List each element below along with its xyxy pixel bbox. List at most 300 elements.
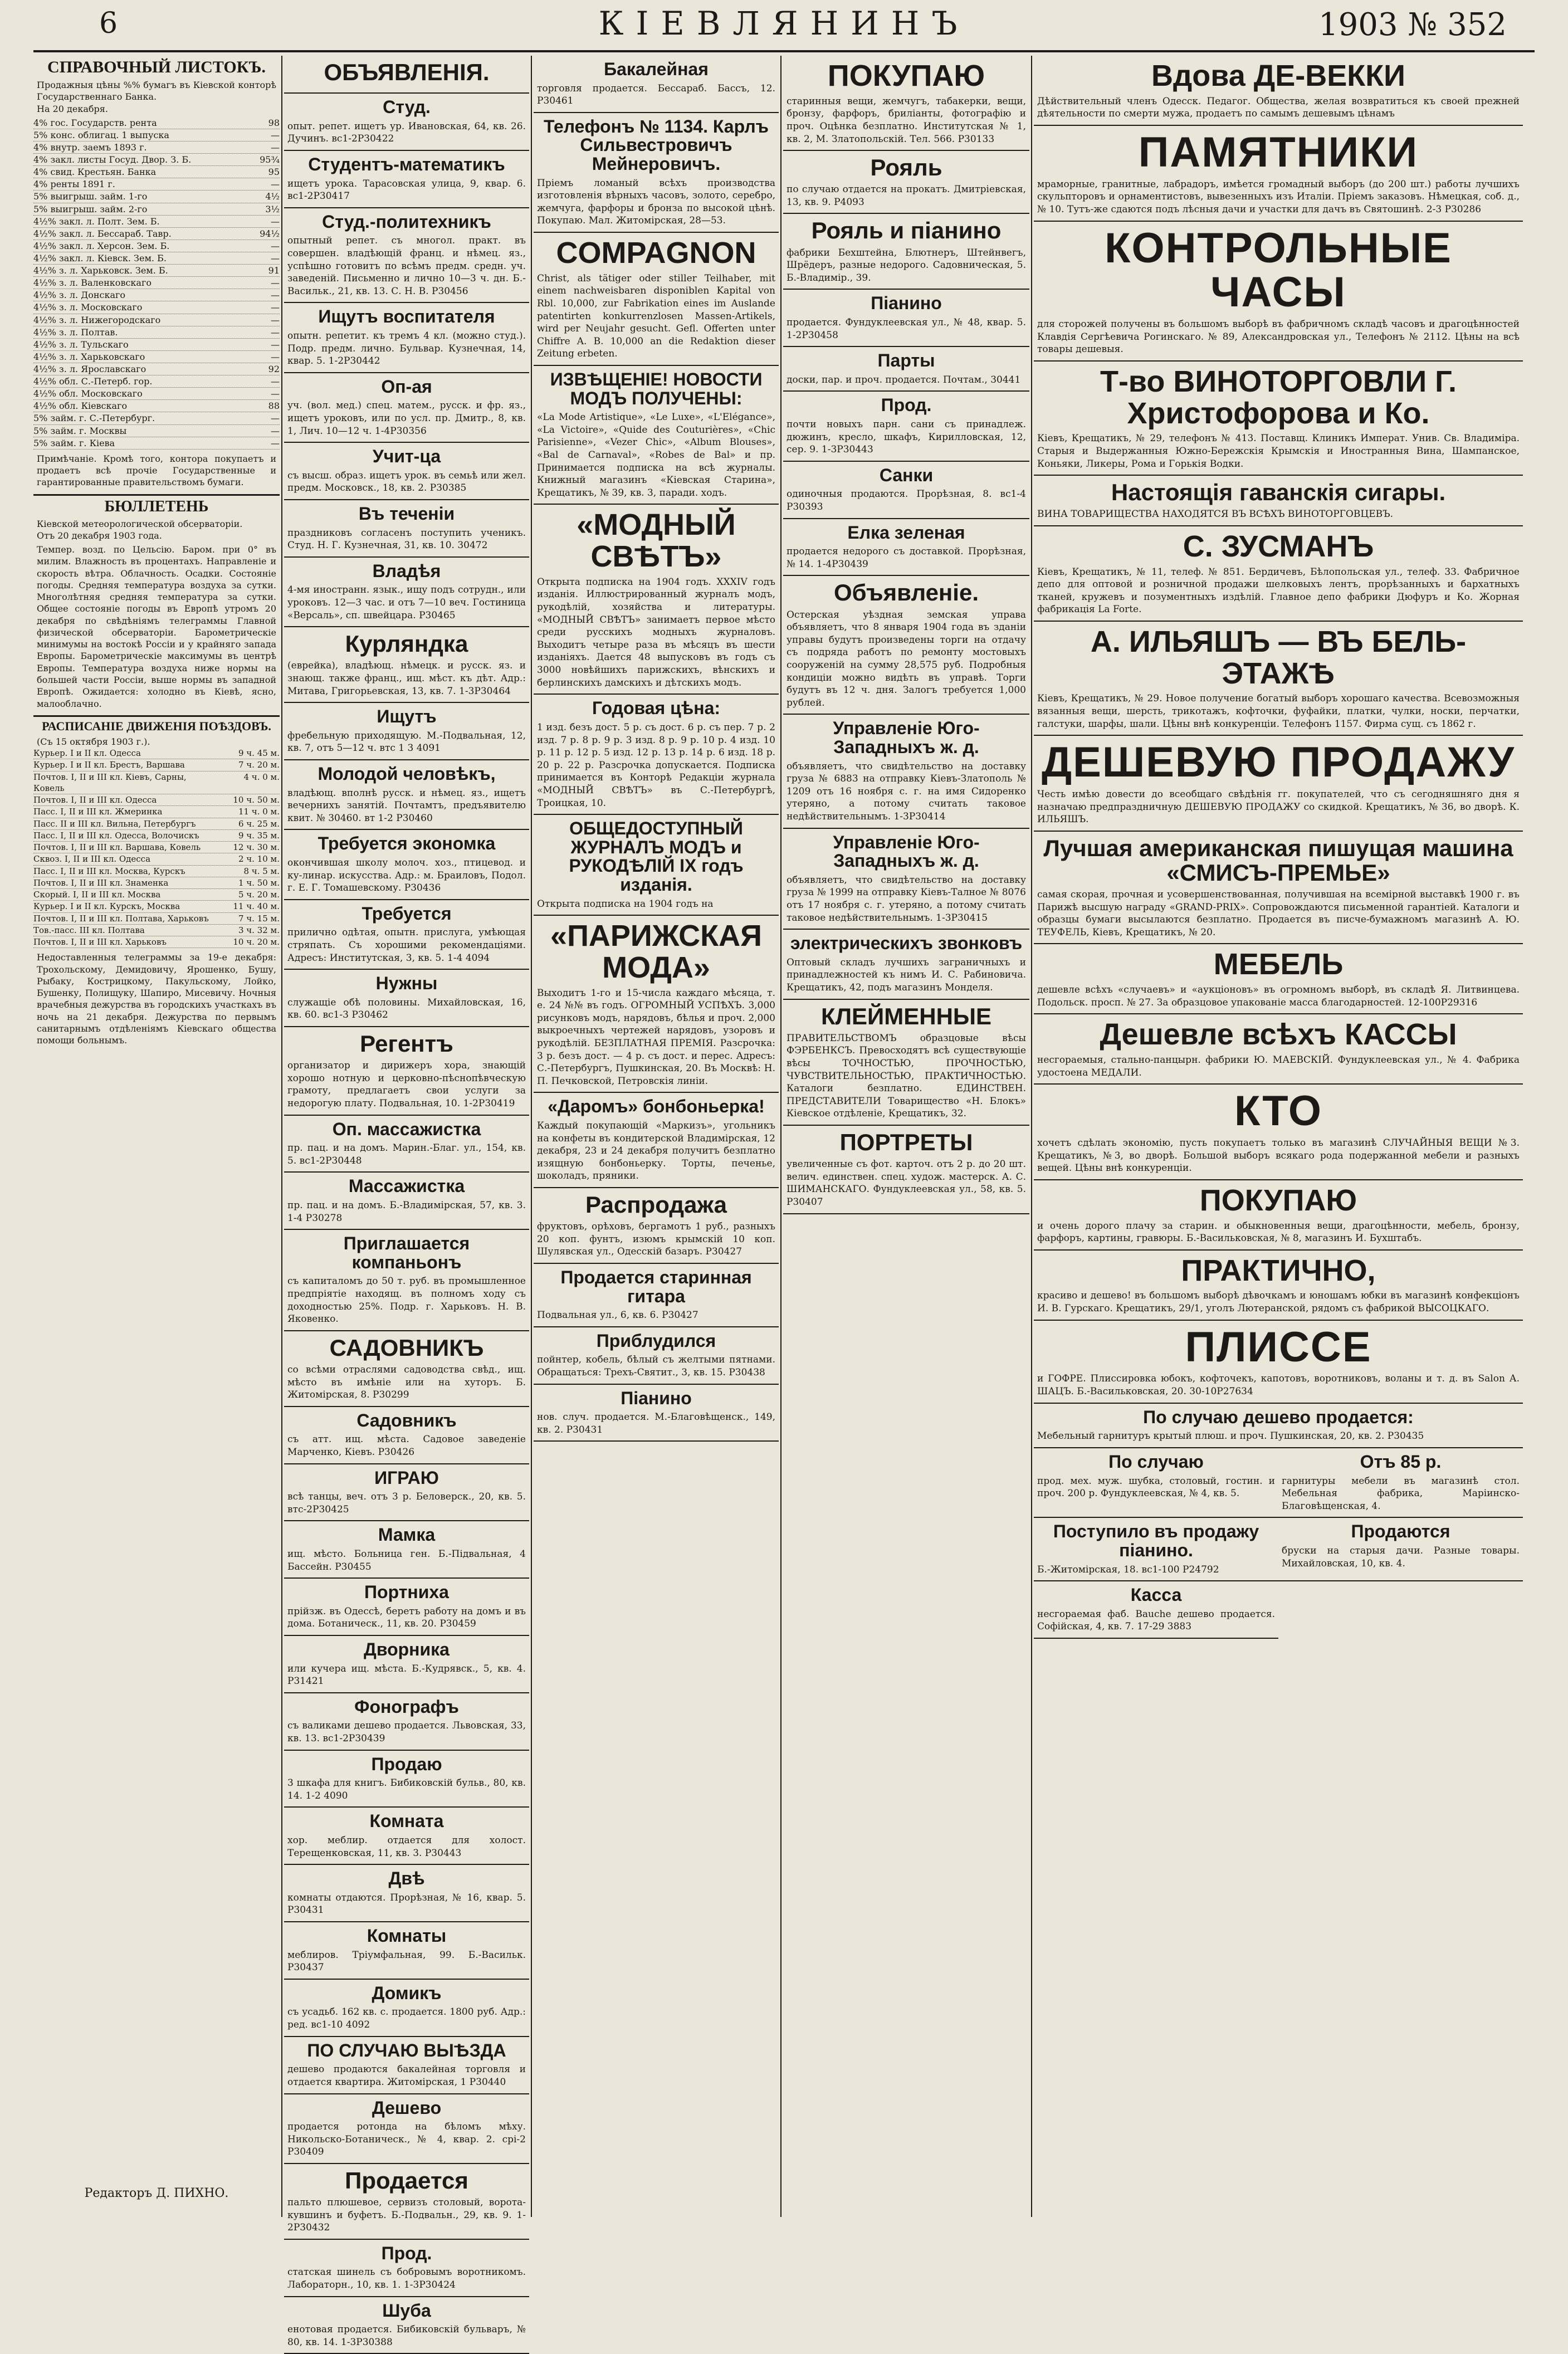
- trains-note: Недоставленныя телеграммы за 19-е декабря: Трохольскому, Демидовичу, Ярошенко, Бушу, Рыбаку, Кострицкому, Пакульскому, Лойко, Бушенку, Полищуку, Шапиро, Мисевичу. Ночныя врачебныя дежурства въ городскихъ участкахъ въ ночь на 21 декабря. Дежурства по первымъ санитарнымъ отдѣленіямъ Кіевскаго общества помощи больнымъ.: [37, 952, 276, 1046]
- rate-value: —: [271, 253, 280, 263]
- ad-body: съ высш. образ. ищетъ урок. въ семьѣ или жел. предм. Московск., 18, кв. 2. Р30385: [287, 470, 526, 494]
- ad-body: съ валиками дешево продается. Львовская, 33, кв. 13. вс1-2Р30439: [287, 1720, 526, 1745]
- ad-heading: Курляндка: [345, 631, 468, 657]
- ad-heading: ОБЪЯВЛЕНІЯ.: [324, 59, 490, 85]
- rate-name: 5% займ. г. Кіева: [33, 437, 115, 448]
- classified-ad: [534, 113, 779, 233]
- ad-body: Открыта подписка на 1904 годъ. XXXIV годъ изданія. Иллюстрированный журналъ модъ, рукодѣлій, хозяйства и литературы. «МОДНЫЙ СВѢТЪ» занимаетъ первое мѣсто среди русскихъ модныхъ журналовъ. Выходитъ четыре раза въ мѣсяцъ въ шести изданіяхъ. Дается 48 выпусковъ въ годъ съ 3000 новѣйшихъ парижскихъ, вѣнскихъ и берлинскихъ дамскихъ и дѣтскихъ модъ.: [537, 576, 775, 688]
- ad-heading: Управленіе Юго-Западныхъ ж. д.: [833, 718, 980, 757]
- rate-value: —: [271, 413, 280, 424]
- rate-name: 5% займ. г. С.-Петербург.: [33, 413, 155, 424]
- classified-ad: [284, 627, 529, 703]
- ad-body: прійзж. въ Одессѣ, беретъ работу на домъ и въ дома. Ботаническ., 11, кв. 20. Р30459: [287, 1605, 526, 1630]
- ad-body: Кіевъ, Крещатикъ, № 11, телеф. № 851. Бердичевъ, Бѣлопольская ул., телеф. 33. Фабричное депо для оптовой и розничной продажи шелковыхъ лентъ, прорѣзанныхъ и бархатныхъ тканей, кружевъ и позументныхъ издѣлій. Главное депо фабрики Дюфуръ и Ко. Жорная фабрикація La Forte.: [1037, 566, 1520, 616]
- train-time: 10 ч. 20 м.: [233, 937, 280, 948]
- ad-heading: Въ теченіи: [358, 504, 455, 524]
- rate-row: [33, 216, 280, 228]
- classified-ad: [284, 208, 529, 304]
- ad-body: статская шинель съ бобровымъ воротникомъ. Лабораторн., 10, кв. 1. 1-3Р30424: [287, 2267, 526, 2291]
- ad-heading: Т-во ВИНОТОРГОВЛИ Г. Христофорова и Ко.: [1100, 364, 1457, 430]
- train-time: 5 ч. 20 м.: [238, 890, 280, 900]
- ad-body: самая скорая, прочная и усовершенствованная, получившая на всемірной выставкѣ 1900 г. въ Парижѣ высшую награду «GRAND-PRIX». Сопровождаются письменной гарантіей. Каталоги и образцы бумаги высылаются безплатно. Продается въ писче-бумажномъ магазинѣ А. Ю. ТЕУФЕЛЬ, Кіевъ, Крещатикъ, № 20.: [1037, 889, 1520, 938]
- train-route: Почтов. I, II и III кл. Кіевъ, Сарны, Ковель: [33, 771, 187, 793]
- train-route: Почтов. I, II и III кл. Полтава, Харьковъ: [33, 913, 209, 924]
- ad-body: Каждый покупающій «Маркизъ», угольникъ на конфеты въ кондитерской Владимірская, 12 декабря, 23 и 24 декабря получитъ безплатно изящную бонбоньерку. Торты, печенье, шоколадъ, пряники.: [537, 1120, 775, 1182]
- rate-row: [33, 400, 280, 412]
- ad-body: окончившая школу молоч. хоз., птицевод. и ку-линар. искусства. Адр.: м. Браиловъ, Подол. г. Е. Г. Томашевскому. Р30436: [287, 857, 526, 894]
- classified-ad: [284, 1980, 529, 2037]
- classified-ad: [284, 1636, 529, 1693]
- classified-ad: [284, 558, 529, 627]
- train-row: [33, 913, 280, 925]
- ad-heading: Массажистка: [348, 1176, 465, 1196]
- classified-ad: [284, 151, 529, 208]
- rate-row: [33, 363, 280, 375]
- ad-heading: Шуба: [382, 2300, 431, 2321]
- rate-row: [33, 265, 280, 277]
- rate-row: [33, 154, 280, 166]
- rate-value: —: [271, 142, 280, 153]
- train-route: Пасс. I, II и III кл. Одесса, Волочискъ: [33, 830, 199, 841]
- rate-value: 4½: [265, 191, 280, 202]
- ad-heading: Годовая цѣна:: [592, 698, 721, 719]
- ad-body: фребельную приходящую. М.-Подвальная, 12, кв. 7, отъ 5—12 ч. втс 1 3 4091: [287, 730, 526, 754]
- train-time: 12 ч. 30 м.: [233, 842, 280, 853]
- classified-ad: [534, 233, 779, 366]
- reference-subtitle: Продажныя цѣны %% бумагъ въ Кіевской конторѣ Государственнаго Банка.: [37, 80, 276, 102]
- rate-value: —: [271, 179, 280, 190]
- ad-body: прод. мех. муж. шубка, столовый, гостин. и проч. 200 р. Фундуклеевская, № 4, кв. 5.: [1037, 1475, 1275, 1500]
- train-row: [33, 925, 280, 936]
- ad-heading: Студ.-политехникъ: [322, 211, 491, 232]
- ad-heading: Двѣ: [388, 1868, 425, 1889]
- rate-row: [33, 203, 280, 216]
- rate-row: [33, 301, 280, 314]
- rate-name: 5% конс. облигац. 1 выпуска: [33, 129, 169, 140]
- classified-ad: [1034, 1085, 1523, 1180]
- column-rule: [281, 56, 282, 2217]
- rate-row: [33, 314, 280, 326]
- classified-ad: [783, 715, 1029, 828]
- page-number: 6: [99, 7, 118, 40]
- ad-body: объявляетъ, что свидѣтельство на доставку груза № 1999 на отправку Кіевъ-Талное № 8076 отъ 17 ноября с. г. утеряно, а потому считать таковое недѣйствительнымъ. 1-3Р30415: [787, 874, 1026, 924]
- classified-ad: [284, 2094, 529, 2164]
- reference-date: На 20 декабря.: [37, 103, 108, 114]
- classified-ad: [534, 815, 779, 916]
- classified-ad: [534, 1385, 779, 1442]
- ad-heading: Мамка: [378, 1525, 436, 1545]
- ad-body: Кіевъ, Крещатикъ, № 29, телефонъ № 413. Поставщ. Клиникъ Императ. Унив. Св. Владиміра. Старыя и Выдержанныя Южно-Бережскія Крымскія и Иностранныя Вина, Шампанское, Коньяки, Ликеры, Рома и Горькія Водки.: [1037, 433, 1520, 470]
- classified-ad: [783, 290, 1029, 347]
- classified-ad: [284, 830, 529, 900]
- column-ads-5-main: [1034, 56, 1523, 1639]
- ad-body: ищ. мѣсто. Больница ген. Б.-Підвальная, 4 Бассейн. Р30455: [287, 1548, 526, 1572]
- rate-value: 95: [268, 167, 280, 178]
- ad-body: фруктовъ, орѣховъ, бергамотъ 1 руб., разныхъ 20 коп. фунтъ, изюмъ крымскій 10 коп. Шулявская ул., Одесскій базаръ. Р30427: [537, 1221, 775, 1258]
- ad-heading: Касса: [1130, 1585, 1182, 1605]
- ad-heading: Рояль и піанино: [811, 217, 1002, 244]
- classified-ad: [284, 1027, 529, 1116]
- ad-body: бруски на старыя дачи. Разные товары. Михайловская, 10, кв. 4.: [1282, 1545, 1520, 1569]
- ad-heading: Требуется: [362, 903, 452, 924]
- column-ads-2: [284, 56, 529, 2348]
- rate-value: —: [271, 290, 280, 301]
- classified-ad: [1034, 1251, 1523, 1321]
- classified-ad: [284, 1407, 529, 1464]
- ad-body: дешевле всѣхъ «случаевъ» и «аукціоновъ» въ огромномъ выборѣ, въ складѣ Я. Литвинцева. Подольск. просп. № 27. За образцовое упакованіе масса благодарностей. 12-100Р29316: [1037, 984, 1520, 1008]
- train-route: Курьер. I и II кл. Брестъ, Варшава: [33, 760, 185, 770]
- ad-body: пальто плюшевое, сервизъ столовый, ворота-кувшинъ и буфетъ. Б.-Подвальн., 29, кв. 9. 1-2Р30432: [287, 2197, 526, 2234]
- rate-row: [33, 191, 280, 203]
- rate-name: 4½% закл. л. Бессараб. Тавр.: [33, 228, 172, 239]
- ad-heading: Елка зеленая: [847, 522, 965, 543]
- ad-heading: ОБЩЕДОСТУПНЫЙ ЖУРНАЛЪ МОДЪ и РУКОДѢЛІЙ IX годъ изданія.: [569, 818, 744, 895]
- rates-note: Примѣчаніе. Кромѣ того, контора покупаетъ и продаетъ всѣ прочіе Государственные и гарантированные правительствомъ бумаги.: [37, 453, 276, 488]
- column-rule: [780, 56, 781, 2217]
- train-row: [33, 866, 280, 877]
- ad-heading: Дешево: [372, 2097, 442, 2118]
- ad-heading: Приблудился: [596, 1330, 716, 1351]
- ad-body: Открыта подписка на 1904 годъ на: [537, 898, 714, 910]
- rate-name: 4% внутр. заемъ 1893 г.: [33, 142, 147, 153]
- ad-heading: Портниха: [364, 1582, 449, 1603]
- ad-body: 1 изд. безъ дост. 5 р. съ дост. 6 р. съ пер. 7 р. 2 изд. 7 р. 8 р. 9 р. 3 изд. 8 р. 9 р. 10 р. 4 изд. 10 р. 11 р. 12 р. 5 изд. 12 р. 13 р. 14 р. 6 изд. 18 р. 20 р. 22 р. Разсрочка допускается. Подписка принимается въ Конторѣ Редакціи журнала «МОДНЫЙ СВѢТЪ» въ С.-Петербургѣ, Троицкая, 10.: [537, 721, 775, 809]
- ad-heading: COMPAGNON: [556, 236, 756, 270]
- rate-row: [33, 437, 280, 450]
- weather-title: БЮЛЛЕТЕНЬ: [104, 497, 209, 515]
- classified-ad: [1034, 736, 1523, 832]
- classified-ad: [1034, 126, 1523, 222]
- ad-heading: Поступило въ продажу піанино.: [1053, 1521, 1259, 1560]
- rate-value: 94½: [260, 228, 280, 239]
- ad-body: Оптовый складъ лучшихъ заграничныхъ и принадлежностей къ нимъ И. С. Рабиновича. Крещатикъ, 42, подъ магазинъ Монделя.: [787, 956, 1026, 994]
- ad-heading: ИЗВѢЩЕНІЕ! НОВОСТИ МОДЪ ПОЛУЧЕНЫ:: [550, 369, 763, 408]
- rate-name: 4½% обл. С.-Петерб. гор.: [33, 376, 153, 387]
- classified-ad: [534, 56, 779, 113]
- ad-heading: «ПАРИЖСКАЯ МОДА»: [550, 919, 762, 984]
- ad-body: 4-мя иностранн. язык., ищу подъ сотрудн., или уроковъ. 12—3 час. и отъ 7—10 веч. Гостиница «Версаль», сп. швейцара. Р30465: [287, 584, 526, 621]
- classified-ad: [783, 519, 1029, 577]
- ad-heading: Лучшая американская пишущая машина «СМИСЪ-ПРЕМЬЕ»: [1043, 834, 1513, 886]
- editor-signature: Редакторъ Д. ПИХНО.: [84, 2186, 229, 2200]
- ad-body: служащіе обѣ половины. Михайловская, 16, кв. 60. вс1-3 Р30462: [287, 997, 526, 1021]
- ad-heading: Продаю: [371, 1754, 442, 1774]
- classified-ad: [284, 1230, 529, 1331]
- rates-table: [33, 117, 280, 450]
- rate-name: 4½% з. л. Нижегородскаго: [33, 314, 161, 325]
- ad-heading: Ищутъ: [377, 706, 437, 727]
- ad-body: продается ротонда на бѣломъ мѣху. Никольско-Ботаническ., № 4, квар. 2. срі-2 Р30409: [287, 2121, 526, 2158]
- ad-body: красиво и дешево! въ большомъ выборѣ дѣвочкамъ и юношамъ юбки въ магазинѣ конфекціонъ И. В. Гурскаго. Крещатикъ, 29/1, уголъ Лютеранской, рядомъ съ фабрикой ВЫСОЦКАГО.: [1037, 1290, 1520, 1315]
- ad-body: несгораемыя, стально-панцырн. фабрики Ю. МАЕВСКІЙ. Фундуклеевская ул., № 4. Фабрика удостоена МЕДАЛИ.: [1037, 1054, 1520, 1078]
- ad-heading: «МОДНЫЙ СВѢТЪ»: [577, 508, 736, 574]
- train-time: 4 ч. 0 м.: [243, 771, 280, 782]
- rate-row: [33, 129, 280, 141]
- classified-ad: [284, 1521, 529, 1579]
- ad-heading: ПРАКТИЧНО,: [1181, 1253, 1376, 1287]
- classified-ad: [284, 2297, 529, 2354]
- rate-name: 4½% з. л. Полтав.: [33, 326, 118, 338]
- classified-ad: [1034, 944, 1523, 1014]
- rate-value: 3½: [265, 203, 280, 214]
- train-route: Скорый. I, II и III кл. Москва: [33, 890, 161, 900]
- ad-body: Мебельный гарнитуръ крытый плюш. и проч. Пушкинская, 20, кв. 2. Р30435: [1037, 1430, 1424, 1442]
- ad-heading: Фонографъ: [354, 1696, 459, 1717]
- rate-value: —: [271, 351, 280, 362]
- ad-heading: Настоящія гаванскія сигары.: [1111, 479, 1446, 506]
- ad-body: Честь имѣю довести до всеобщаго свѣдѣнія гг. покупателей, что съ сегодняшняго дня я назначаю предпраздничную ДЕШЕВУЮ ПРОДАЖУ со скидкой. Крещатикъ, № 36, во дворѣ. К. ИЛЬЯШЪ.: [1037, 788, 1520, 826]
- rate-name: 4½% обл. Кіевскаго: [33, 401, 128, 412]
- classified-ad: [534, 916, 779, 1093]
- rate-name: 4½% з. л. Харьковскаго: [33, 351, 145, 362]
- classified-ad: [783, 930, 1029, 999]
- ad-body: мраморные, гранитные, лабрадоръ, имѣется громадный выборъ (до 200 шт.) работы лучшихъ скульпторовъ и орнаментистовъ, вывезенныхъ изъ Италіи. Пріемъ заказовъ. Нѣмецкая, соб. д., № 10. Тутъ-же сдаются подъ лѣсныя дачи и участки для дачъ въ Святошинѣ. 2-3 Р30286: [1037, 178, 1520, 215]
- classified-ad: [284, 443, 529, 500]
- ad-body: ВИНА ТОВАРИЩЕСТВА НАХОДЯТСЯ ВЪ ВСѢХЪ ВИНОТОРГОВЦЕВЪ.: [1037, 509, 1394, 520]
- classified-ad: [783, 576, 1029, 715]
- ad-heading: Дворника: [364, 1639, 450, 1660]
- classified-ad: [783, 151, 1029, 214]
- issue-number: 1903 № 352: [1318, 7, 1507, 43]
- ad-body: Остерская уѣздная земская управа объявляетъ, что 8 января 1904 года въ зданіи управы будутъ произведены торги на отдачу съ подряда работъ по ремонту мостовыхъ сооруженій на сумму 28,575 руб. Подробныя кондиціи можно видѣть въ управѣ. Торги будутъ въ 12 ч. дня. Залогъ требуется 1,000 рублей.: [787, 609, 1026, 709]
- trains-table: [33, 748, 280, 948]
- ad-body: гарнитуры мебели въ магазинѣ стол. Мебельная фабрика, Маріинско-Благовѣщенская, 4.: [1282, 1475, 1520, 1512]
- rate-name: 5% займ. г. Москвы: [33, 425, 127, 436]
- rate-value: —: [271, 339, 280, 350]
- train-time: 9 ч. 35 м.: [238, 830, 280, 841]
- train-route: Почтов. I, II и III кл. Харьковъ: [33, 937, 167, 948]
- ad-heading: ПОКУПАЮ: [827, 59, 985, 92]
- ad-heading: Домикъ: [372, 1982, 442, 2003]
- ad-heading: КОНТРОЛЬНЫЕ ЧАСЫ: [1105, 224, 1452, 316]
- train-route: Курьер. I и II кл. Курскъ, Москва: [33, 901, 180, 912]
- rate-name: 4½% з. л. Харьковск. Зем. Б.: [33, 265, 168, 276]
- ad-body: съ атт. ищ. мѣста. Садовое заведеніе Марченко, Кіевъ. Р30426: [287, 1434, 526, 1458]
- train-time: 3 ч. 32 м.: [238, 925, 280, 935]
- ad-body: Пріемъ ломаный всѣхъ производства изготовленія вѣрныхъ часовъ, золото, серебро, жемчуга, фарфоры и бронза по высокой цѣнѣ. Покупаю. Мал. Житомірская, 28—53.: [537, 177, 775, 227]
- ad-body: со всѣми отраслями садоводства свѣд., ищ. мѣсто въ имѣнiе или на хуторъ. Б. Житомірская, 8. Р30299: [287, 1364, 526, 1401]
- rate-row: [33, 277, 280, 289]
- column-ads-3: [534, 56, 779, 2217]
- train-route: Почтов. I, II и III кл. Знаменка: [33, 877, 169, 888]
- ad-body: несгораемая фаб. Bauche дешево продается. Софійская, 4, кв. 7. 17-29 3883: [1037, 1608, 1275, 1633]
- rate-row: [33, 240, 280, 252]
- ad-body: и ГОФРЕ. Плиссировка юбокъ, кофточекъ, капотовъ, воротниковъ, воланы и т. д. въ Salon А. ШАЦЪ. Б.-Васильковская, 20. 30-10Р27634: [1037, 1373, 1520, 1398]
- ad-heading: электрическихъ звонковъ: [790, 933, 1023, 954]
- ad-heading: Управленіе Юго-Западныхъ ж. д.: [833, 832, 980, 871]
- column-ads-5: [1034, 56, 1523, 2217]
- rate-row: [33, 375, 280, 388]
- rate-value: —: [271, 425, 280, 436]
- train-time: 1 ч. 50 м.: [238, 877, 280, 888]
- classified-ad: [534, 1188, 779, 1264]
- ad-body: по случаю отдается на прокатъ. Дмитріевская, 13, кв. 9. Р4093: [787, 184, 1026, 208]
- rate-name: 4½% закл. л. Кіевск. Зем. Б.: [33, 253, 167, 263]
- rate-value: 91: [268, 265, 280, 276]
- classified-ad: [783, 462, 1029, 519]
- rate-row: [33, 412, 280, 424]
- ad-body: нов. случ. продается. М.-Благовѣщенск., 149, кв. 2. Р30431: [537, 1412, 775, 1435]
- ad-body: Б.-Житомірская, 18. вс1-100 Р24792: [1037, 1564, 1219, 1575]
- classified-ad: [284, 900, 529, 970]
- train-route: Тов.-пасс. III кл. Полтава: [33, 925, 145, 935]
- train-time: 9 ч. 45 м.: [238, 748, 280, 759]
- classified-ad: [284, 2164, 529, 2240]
- train-row: [33, 818, 280, 830]
- rate-value: 98: [268, 117, 280, 128]
- ad-heading: Студ.: [383, 97, 431, 118]
- rate-row: [33, 425, 280, 437]
- ad-body: опытн. репетит. къ тремъ 4 кл. (можно студ.). Подр. предм. лично. Бульвар. Кузнечная, 14, квар. 5. 1-2Р30442: [287, 330, 526, 367]
- ad-heading: Санки: [879, 465, 934, 485]
- ad-body: съ усадьб. 162 кв. с. продается. 1800 руб. Адр.: ред. вс1-10 4092: [287, 2006, 526, 2031]
- rate-value: 95¾: [260, 154, 280, 165]
- classified-ad: [284, 373, 529, 443]
- rate-row: [33, 289, 280, 301]
- classified-ad: [1034, 1014, 1523, 1085]
- rate-row: [33, 166, 280, 178]
- reference-title: СПРАВОЧНЫЙ ЛИСТОКЪ.: [47, 58, 266, 76]
- classified-ad: [284, 94, 529, 151]
- classified-ad: [284, 2037, 529, 2094]
- ad-body: одиночныя продаются. Прорѣзная, 8. вс1-4 Р30393: [787, 489, 1026, 512]
- classified-ad: [1034, 56, 1523, 126]
- ad-body: пр. пац. и на домъ. Марин.-Благ. ул., 154, кв. 5. вс1-2Р30448: [287, 1142, 526, 1166]
- rate-name: 4½% з. л. Валенковскаго: [33, 277, 152, 289]
- ad-heading: «Даромъ» бонбоньерка!: [548, 1096, 765, 1117]
- rate-row: [33, 252, 280, 265]
- rate-value: 88: [268, 401, 280, 412]
- ad-heading: МЕБЕЛЬ: [1213, 948, 1344, 981]
- ad-heading: Отъ 85 р.: [1360, 1451, 1442, 1472]
- rate-row: [33, 339, 280, 351]
- rate-name: 4½% закл. л. Херсон. Зем. Б.: [33, 240, 170, 251]
- ad-body: уч. (вол. мед.) спец. матем., русск. и фр. яз., ищетъ уроковъ, или по усл. пр. Дмитр., 8, кв. 1, Лич. 10—12 ч. 1-4Р30356: [287, 400, 526, 437]
- ad-heading: Приглашается компаньонъ: [343, 1233, 470, 1272]
- ad-body: Подвальная ул., 6, кв. 6. Р30427: [537, 1310, 698, 1321]
- rate-name: 4½% закл. л. Полт. Зем. Б.: [33, 216, 160, 227]
- rate-value: —: [271, 240, 280, 251]
- ad-heading: Владѣя: [372, 560, 441, 581]
- ad-body: комнаты отдаются. Прорѣзная, № 16, квар. 5. Р30431: [287, 1892, 526, 1916]
- ad-heading: ДЕШЕВУЮ ПРОДАЖУ: [1042, 739, 1515, 787]
- ad-heading: КТО: [1234, 1087, 1322, 1135]
- ad-heading: Піанино: [621, 1388, 692, 1408]
- train-route: Почтов. I, II и III кл. Одесса: [33, 795, 157, 805]
- ad-body: ПРАВИТЕЛЬСТВОМЪ образцовые вѣсы ФЭРБЕНКСЪ. Превосходятъ всѣ существующіе вѣсы ТОЧНОСТЬЮ, ПРОЧНОСТЬЮ, ЧУВСТВИТЕЛЬНОСТЬЮ, ПРАКТИЧНОСТЬЮ. Каталоги безплатно. ЕДИНСТВЕН. ПРЕДСТАВИТЕЛИ Товарищество «Н. Блокъ» Кіевское отдѣленіе, Крещатикъ, 32.: [787, 1032, 1026, 1120]
- ad-heading: Учит-ца: [372, 446, 441, 467]
- ad-body: увеличенные съ фот. карточ. отъ 2 р. до 20 шт. велич. единствен. спец. худож. мастерск. А. С. ШИМАНСКАГО. Фундуклеевская ул., 58, кв. 5. Р30407: [787, 1159, 1026, 1208]
- ad-heading: КЛЕЙМЕННЫЕ: [820, 1003, 992, 1029]
- classified-ad: [783, 347, 1029, 392]
- ad-body: (еврейка), владѣющ. нѣмецк. и русск. яз. и знающ. также франц., ищ. мѣст. къ дѣт. Адр.: Митава, Григорьевская, 13, кв. 7. 1-3Р30464: [287, 660, 526, 697]
- ad-heading: Дешевле всѣхъ КАССЫ: [1100, 1018, 1457, 1052]
- train-row: [33, 853, 280, 865]
- train-row: [33, 794, 280, 806]
- ad-heading: Комната: [369, 1811, 444, 1832]
- small-ad: [1034, 1581, 1278, 1639]
- ad-body: опыт. репет. ищетъ ур. Ивановская, 64, кв. 26. Дучинъ. вс1-2Р30422: [287, 120, 526, 145]
- ad-heading: Продается старинная гитара: [560, 1267, 752, 1306]
- train-route: Сквоз. I, II и III кл. Одесса: [33, 854, 151, 865]
- classified-ad: [284, 500, 529, 558]
- ad-body: владѣющ. вполнѣ русск. и нѣмец. яз., ищетъ вечернихъ занятій. Почтамтъ, предъявителю квит. № 30460. вт 1-2 Р30460: [287, 787, 526, 824]
- trains-title: РАСПИСАНІЕ ДВИЖЕНІЯ ПОѢЗДОВЪ.: [42, 719, 271, 733]
- rate-name: 4% закл. листы Госуд. Двор. З. Б.: [33, 154, 192, 165]
- rate-value: —: [271, 388, 280, 399]
- classified-ad: [284, 760, 529, 830]
- ad-body: Кіевъ, Крещатикъ, № 29. Новое получение богатый выборъ хорошаго качества. Всевозможныя вязанныя вещи, шерсть, трикотажъ, кофточки, фуфайки, платки, чулки, носки, перчатки, галстуки, шарфы, шали. Цѣны внѣ конкуренціи. Телефонъ 1157. Фирма сущ. съ 1862 г.: [1037, 693, 1520, 730]
- rate-value: —: [271, 302, 280, 313]
- ad-body: «La Mode Artistique», «Le Luxe», «L'Elégance», «La Victoire», «Quide des Couturières», «Chic Parisienne», «Vezer Chic», «Album Blouses», «Bal de Carnaval», «Robes de Bal» и пр. Принимается подписка на всѣ журналы. Книжный магазинъ «Кіевская Старина», Крещатикъ, № 39, кв. 3, паради. ходъ.: [537, 412, 775, 499]
- classified-ad: [284, 1808, 529, 1865]
- ad-heading: Требуется экономка: [317, 833, 496, 854]
- classified-ad: [534, 505, 779, 695]
- rate-value: 92: [268, 363, 280, 374]
- rate-value: —: [271, 314, 280, 325]
- train-route: Почтов. I, II и III кл. Варшава, Ковель: [33, 842, 201, 853]
- weather-date: Отъ 20 декабря 1903 года.: [37, 530, 162, 541]
- ad-body: енотовая продается. Бибиковскій бульваръ, № 80, кв. 14. 1-3Р30388: [287, 2324, 526, 2348]
- column-reference: [33, 56, 280, 2217]
- classified-ad: [284, 1116, 529, 1173]
- column-rule: [531, 56, 532, 2217]
- rate-name: 4½% обл. Московскаго: [33, 388, 143, 399]
- rate-value: —: [271, 216, 280, 227]
- rate-name: 4% ренты 1891 г.: [33, 179, 115, 190]
- small-ad: [1034, 1448, 1278, 1518]
- classified-ad: [284, 1693, 529, 1751]
- train-row: [33, 759, 280, 771]
- ad-heading: Студентъ-математикъ: [308, 154, 505, 174]
- ad-heading: Бакалейная: [604, 59, 709, 79]
- ad-body: фабрики Бехштейна, Блютнеръ, Штейнвегъ, Шрёдеръ, разные недорого. Садовническая, 5. Б.-Владимір., 39.: [787, 247, 1026, 284]
- classified-ad: [1034, 476, 1523, 526]
- classified-ad: [1034, 1404, 1523, 1448]
- rate-value: —: [271, 376, 280, 387]
- classified-ad: [534, 1093, 779, 1188]
- rate-value: —: [271, 437, 280, 448]
- classified-ad: [284, 56, 529, 94]
- ad-heading: А. ИЛЬЯШЪ — ВЪ БЕЛЬ-ЭТАЖѢ: [1090, 624, 1467, 690]
- ad-body: 3 шкафа для книгъ. Бибиковскій бульв., 80, кв. 14. 1-2 4090: [287, 1777, 526, 1801]
- classified-ad: [284, 1464, 529, 1522]
- train-time: 6 ч. 25 м.: [238, 818, 280, 829]
- train-time: 7 ч. 20 м.: [238, 760, 280, 770]
- classified-ad: [284, 2240, 529, 2297]
- rate-name: 4% свид. Крестьян. Банка: [33, 167, 157, 178]
- ad-heading: Телефонъ № 1134. Карлъ Сильвестровичъ Мейнеровичъ.: [543, 116, 769, 174]
- ad-body: продается. Фундуклеевская ул., № 48, квар. 5. 1-2Р30458: [787, 316, 1026, 341]
- train-time: 11 ч. 40 м.: [233, 901, 280, 912]
- train-row: [33, 889, 280, 901]
- classified-ad: [284, 703, 529, 760]
- rate-row: [33, 141, 280, 154]
- ad-heading: Нужны: [375, 973, 438, 994]
- ad-heading: Садовникъ: [356, 1410, 457, 1430]
- ad-body: Выходитъ 1-го и 15-числа каждаго мѣсяца, т. е. 24 №№ въ годъ. ОГРОМНЫЙ УСПѢХЪ. 3,000 рисунковъ модъ, нарядовъ, бѣлья и проч. 2,000 выкроечныхъ чертежей нарядовъ, узоровъ и рукодѣлій. БЕЗПЛАТНАЯ ПРЕМІЯ. Разсрочка: 3 р. безъ дост. — 4 р. съ дост. и перес. Адресъ: С.-Петербургъ, Пушкинская, 20. Въ Москвѣ: Н. П. Печковской, Петровскія линіи.: [537, 987, 775, 1087]
- weather-subtitle: Кіевской метеорологической обсерваторіи.: [37, 518, 243, 529]
- classified-ad: [1034, 526, 1523, 622]
- ad-heading: Прод.: [381, 2243, 432, 2263]
- ad-body: продается недорого съ доставкой. Прорѣзная, № 14. 1-4Р30439: [787, 546, 1026, 570]
- newspaper-title: КІЕВЛЯНИНЪ: [598, 4, 970, 42]
- ad-heading: ПАМЯТНИКИ: [1138, 128, 1419, 176]
- ad-heading: Прод.: [881, 395, 932, 416]
- train-route: Курьер. I и II кл. Одесса: [33, 748, 141, 759]
- classified-ad: [1034, 1180, 1523, 1251]
- ad-body: пойнтер, кобель, бѣлый съ желтыми пятнами. Обращаться: Трехъ-Святит., 3, кв. 15. Р30438: [537, 1354, 775, 1378]
